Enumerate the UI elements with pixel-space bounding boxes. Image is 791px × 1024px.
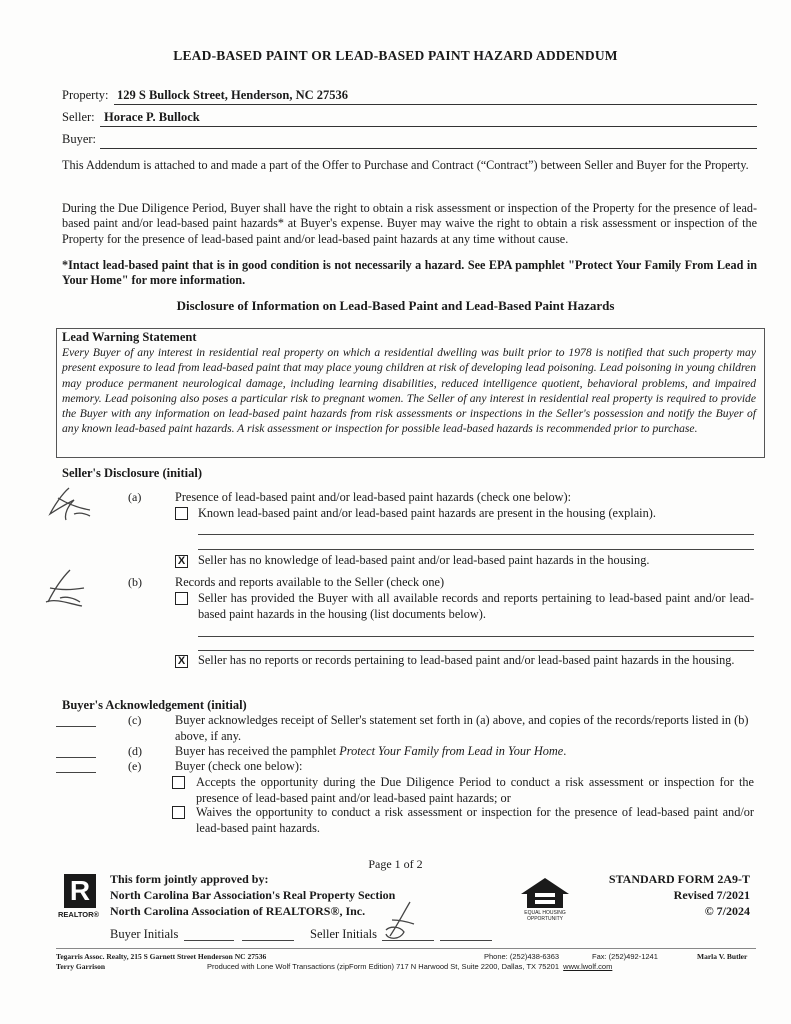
seller-initial-signature-b [40,568,90,610]
agent-name: Marla V. Butler [697,952,748,961]
form-number: STANDARD FORM 2A9-T [608,872,750,886]
buyer-field[interactable] [62,132,757,150]
item-b-letter: (b) [128,575,142,589]
item-e-option2-text: Waives the opportunity to conduct a risk assessment or inspection for the presence of lead-based paint and/or lead-based paint hazards. [196,805,754,835]
disclosure-title: Disclosure of Information on Lead-Based Paint and Lead-Based Paint Hazards [176,298,615,313]
item-e-option1-checkbox[interactable] [172,776,185,789]
approval-line-3: North Carolina Association of REALTORS®, Inc. [110,904,366,918]
footer-divider [56,948,756,949]
seller-initials-label: Seller Initials [310,927,377,941]
item-e-option1-text: Accepts the opportunity during the Due Diligence Period to conduct a risk assessment or inspection for the presence of lead-based paint and/or lead-based paint hazards; or [196,775,754,805]
intro-paragraph: This Addendum is attached to and made a part of the Offer to Purchase and Contract (“Contract”) between Seller and Buyer for the Property. [62,158,749,172]
item-a-option2-text: Seller has no knowledge of lead-based paint and/or lead-based paint hazards in the housing. [198,553,650,567]
item-b-option1-text: Seller has provided the Buyer with all available records and reports pertaining to lead-based paint and/or lead-based paint hazards in the housing (list documents below). [198,591,754,621]
form-revised: Revised 7/2021 [673,888,750,902]
property-field[interactable] [62,88,757,106]
equal-housing-label: EQUAL HOUSING OPPORTUNITY [524,910,566,922]
seller-initials-line-2[interactable] [440,940,492,941]
seller-initial-signature-a [44,484,94,524]
item-a-text: Presence of lead-based paint and/or lead-based paint hazards (check one below): [175,490,572,504]
seller-label: Seller: [62,110,95,124]
item-b-documents-line-2[interactable] [198,650,754,651]
item-a-letter: (a) [128,490,142,504]
form-copyright: © 7/2024 [704,904,750,918]
broker-line-2: Terry Garrison [56,962,106,971]
realtor-logo-mark: R [64,874,96,908]
broker-fax: Fax: (252)492-1241 [592,952,658,961]
item-a-explain-line-2[interactable] [198,549,754,550]
item-a-option1-checkbox[interactable] [175,507,188,520]
due-diligence-paragraph: During the Due Diligence Period, Buyer shall have the right to obtain a risk assessment or inspection of the Property for the presence of lead-based paint and/or lead-based paint hazards* at Buyer's expense. Buyer may waive the right to obtain a risk assessment or inspection of the Property for the presence of lead-based paint and/or lead-based paint hazards at any time without cause. [62,201,757,246]
item-b-documents-line-1[interactable] [198,636,754,637]
item-c-text: Buyer acknowledges receipt of Seller's statement set forth in (a) above, and copies of the records/reports listed in (b) above, if any. [175,713,749,743]
seller-value: Horace P. Bullock [104,110,200,124]
produced-with-address: Produced with Lone Wolf Transactions (zipForm Edition) 717 N Harwood St, Suite 2200, Dallas, TX 75201 [207,962,559,971]
item-a-option2-checkbox[interactable]: X [175,555,188,568]
seller-initials-signature [380,900,420,944]
item-b-option1-checkbox[interactable] [175,592,188,605]
lead-warning-heading: Lead Warning Statement [62,330,197,344]
property-label: Property: [62,88,109,102]
buyer-initials-line-2[interactable] [242,940,294,941]
item-e-option2-checkbox[interactable] [172,806,185,819]
buyer-initials-line-1[interactable] [184,940,234,941]
approval-line-1: This form jointly approved by: [110,872,269,886]
epa-note: *Intact lead-based paint that is in good condition is not necessarily a hazard. See EPA pamphlet "Protect Your Family From Lead in Your Home" for more information. [62,258,757,288]
produced-with-text [207,962,612,971]
form-id-block [560,871,750,919]
item-d-pamphlet-title: Protect Your Family from Lead in Your Home [339,744,564,758]
item-b-option2-text: Seller has no reports or records pertaining to lead-based paint and/or lead-based paint hazards in the housing. [198,653,735,667]
buyer-initial-c-line[interactable] [56,726,96,727]
lone-wolf-link[interactable]: www.lwolf.com [563,962,613,971]
buyer-initial-e-line[interactable] [56,772,96,773]
realtor-logo [60,874,102,918]
item-e-letter: (e) [128,759,142,773]
buyer-label: Buyer: [62,132,97,146]
lead-warning-text: Every Buyer of any interest in residential real property on which a residential dwelling was built prior to 1978 is notified that such property may present exposure to lead from lead-based paint that may place young children at risk of developing lead poisoning. Lead poisoning in young children may produce permanent neurological damage, including learning disabilities, reduced intelligence quotient, behavioral problems, and impaired memory. Lead poisoning also poses a particular risk to pregnant women. The Seller of any interest in residential real property is required to provide the Buyer with any information on lead-based paint hazards from risk assessments or inspections in the Seller's possession and notify the Buyer of any known lead-based paint hazards. A risk assessment or inspection for possible lead-based hazards is recommended prior to purchase. [62,346,756,436]
buyer-initial-d-line[interactable] [56,757,96,758]
buyer-ack-heading: Buyer's Acknowledgement (initial) [62,698,247,712]
broker-phone: Phone: (252)438-6363 [484,952,560,961]
item-a-option1-text: Known lead-based paint and/or lead-based paint hazards are present in the housing (explain). [198,506,656,520]
buyer-initials-label: Buyer Initials [110,927,179,941]
item-a-explain-line-1[interactable] [198,534,754,535]
item-e-text: Buyer (check one below): [175,759,303,773]
item-c-letter: (c) [128,713,142,727]
item-d-letter: (d) [128,744,142,758]
item-d-text-pre: Buyer has received the pamphlet [175,744,340,758]
property-value: 129 S Bullock Street, Henderson, NC 27536 [117,88,349,102]
seller-disclosure-heading: Seller's Disclosure (initial) [62,466,203,480]
item-b-option2-checkbox[interactable]: X [175,655,188,668]
approval-line-2: North Carolina Bar Association's Real Property Section [110,888,396,902]
item-b-text: Records and reports available to the Seller (check one) [175,575,445,589]
item-d-text [175,744,566,760]
page-number: Page 1 of 2 [368,857,423,871]
approval-block [110,871,395,919]
broker-line-1: Tegarris Assoc. Realty, 215 S Garnett Street Henderson NC 27536 [56,952,267,961]
realtor-logo-label: REALTOR® [58,910,100,919]
item-d-text-post: . [563,744,567,758]
document-title: LEAD-BASED PAINT OR LEAD-BASED PAINT HAZARD ADDENDUM [173,48,618,63]
seller-field[interactable] [62,110,757,128]
